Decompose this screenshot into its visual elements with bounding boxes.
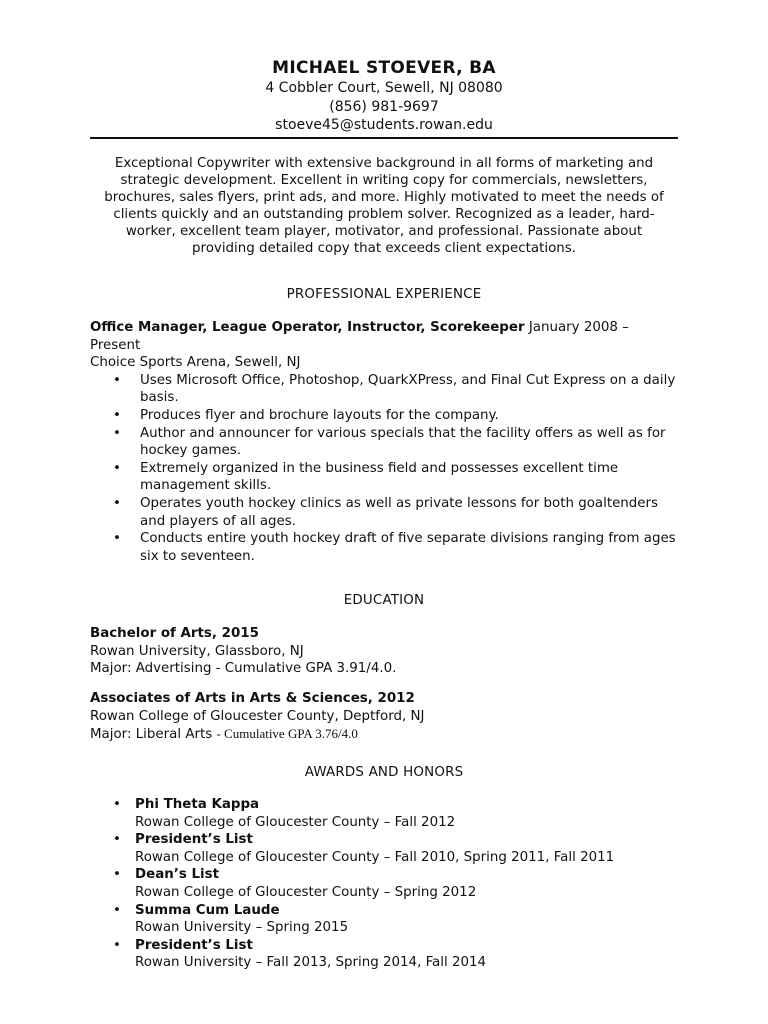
list-item: [90, 902, 680, 937]
contact-header: [0, 57, 768, 135]
header-divider: [90, 137, 678, 139]
education-heading: EDUCATION: [343, 593, 425, 608]
bullet-icon: •: [113, 832, 121, 848]
email-address: stoeve45@students.rowan.edu: [275, 117, 493, 133]
education-entry-bachelor: [90, 625, 680, 678]
gpa-text: - Cumulative GPA 3.76/4.0: [216, 726, 358, 742]
candidate-name: MICHAEL STOEVER, BA: [272, 58, 496, 78]
list-item: • Author and announcer for various specials that the facility offers as well as for hockey games.: [113, 425, 666, 459]
professional-summary: Exceptional Copywriter with extensive background in all forms of marketing and strategic development. Excellent in writing copy for commercials, newsletters, brochures, sales flyers, print ads, and more. Highly motivated to meet the needs of clients quickly and an outstanding problem solver. Recognized as a leader, hard-worker, excellent team player, motivator, and professional. Passionate about providing detailed copy that exceeds client expectations.: [104, 156, 664, 257]
list-item: • Operates youth hockey clinics as well as private lessons for both goaltenders and players of all ages.: [113, 495, 659, 529]
award-title: President’s List: [135, 937, 253, 953]
award-title: President’s List: [135, 832, 253, 848]
experience-entry: [90, 319, 680, 565]
list-item: • Conducts entire youth hockey draft of five separate divisions ranging from ages six to seventeen.: [113, 531, 676, 564]
job-dates: January 2008 – Present: [90, 320, 629, 353]
list-item: • Produces flyer and brochure layouts for the company.: [113, 407, 499, 423]
responsibility-list: [90, 372, 680, 566]
bullet-icon: •: [113, 937, 121, 953]
award-title: Dean’s List: [135, 867, 219, 883]
award-detail: Rowan College of Gloucester County – Fall 2012: [135, 814, 456, 830]
awards-list: [90, 796, 680, 972]
awards-heading: AWARDS AND HONORS: [304, 765, 464, 780]
major-line: [90, 725, 680, 744]
bullet-icon: •: [113, 902, 121, 918]
award-detail: Rowan University – Spring 2015: [135, 920, 349, 936]
award-detail: Rowan College of Gloucester County – Fall 2010, Spring 2011, Fall 2011: [135, 849, 615, 865]
award-title: Summa Cum Laude: [135, 902, 280, 918]
bullet-icon: •: [113, 372, 121, 388]
job-title: Office Manager, League Operator, Instructor, Scorekeeper: [90, 320, 525, 335]
phone-number: (856) 981-9697: [329, 98, 439, 115]
award-detail: Rowan College of Gloucester County – Spring 2012: [135, 884, 477, 900]
degree-title: Associates of Arts in Arts & Sciences, 2012: [90, 691, 415, 706]
list-item: [90, 831, 680, 866]
list-item: • Extremely organized in the business field and possesses excellent time management skills.: [113, 460, 619, 494]
employer: Choice Sports Arena, Sewell, NJ: [90, 355, 301, 371]
school-name: Rowan College of Gloucester County, Deptford, NJ: [90, 708, 425, 724]
experience-heading: PROFESSIONAL EXPERIENCE: [286, 287, 482, 302]
degree-title: Bachelor of Arts, 2015: [90, 626, 259, 641]
bullet-icon: •: [113, 460, 121, 476]
bullet-icon: •: [113, 495, 121, 511]
bullet-icon: •: [113, 531, 121, 547]
bullet-icon: •: [113, 867, 121, 883]
bullet-icon: •: [113, 797, 121, 812]
job-line: [90, 319, 680, 354]
school-name: Rowan University, Glassboro, NJ: [90, 643, 304, 659]
bullet-icon: •: [113, 425, 121, 441]
list-item: • Uses Microsoft Office, Photoshop, QuarkXPress, and Final Cut Express on a daily basis.: [113, 372, 676, 406]
award-title: Phi Theta Kappa: [135, 797, 260, 812]
bullet-icon: •: [113, 407, 121, 423]
education-entry-associates: [90, 690, 680, 744]
list-item: [90, 866, 680, 901]
address: 4 Cobbler Court, Sewell, NJ 08080: [265, 80, 503, 96]
major-line: Major: Advertising - Cumulative GPA 3.91/4.0.: [90, 661, 397, 677]
award-detail: Rowan University – Fall 2013, Spring 2014, Fall 2014: [135, 955, 487, 971]
major-text: Major: Liberal Arts: [90, 727, 217, 743]
list-item: [90, 937, 680, 972]
list-item: [90, 796, 680, 831]
